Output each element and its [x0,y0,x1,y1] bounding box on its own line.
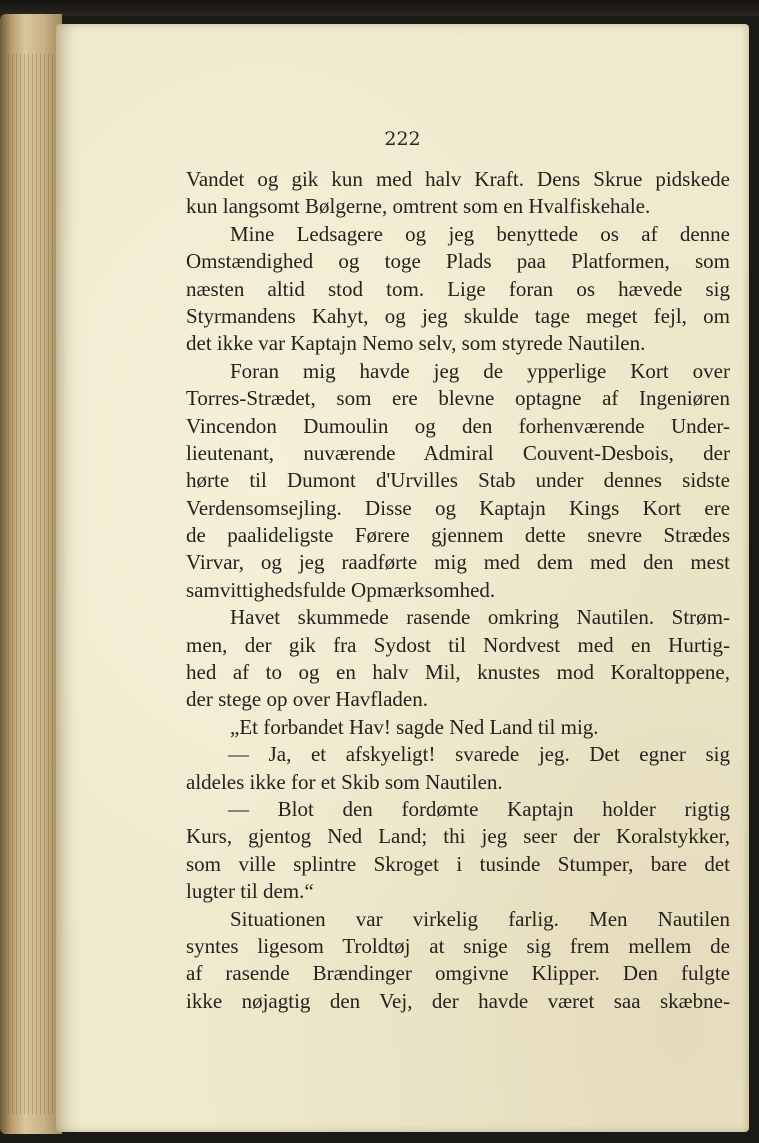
text-line: som ville splintre Skroget i tusinde Stumper, bare det [186,851,730,876]
text-line: lugter til dem.“ [186,879,314,904]
book-page [56,24,749,1132]
text-line: Torres-Strædet, som ere blevne optagne af Ingeniøren [186,386,730,411]
text-line: de paalideligste Førere gjennem dette snevre Strædes [186,523,730,548]
text-line: Omstændighed og toge Plads paa Platformen, som [186,249,730,274]
body-text [186,166,730,1015]
text-line: Vandet og gik kun med halv Kraft. Dens Skrue pidskede [186,167,730,191]
text-line: — Blot den fordømte Kaptajn holder rigtig [228,796,730,821]
text-line: hed af to og en halv Mil, knustes mod Koraltoppene, [186,660,730,685]
text-line: Situationen var virkelig farlig. Men Nautilen [230,906,730,931]
page-edge-lines [8,54,54,1114]
text-line: lieutenant, nuværende Admiral Couvent-Desbois, der [186,440,730,465]
text-line: „Et forbandet Hav! sagde Ned Land til mig. [230,714,599,739]
text-line: Mine Ledsagere og jeg benyttede os af denne [230,221,730,246]
text-line: der stege op over Havfladen. [186,687,428,712]
text-line: Havet skummede rasende omkring Nautilen. Strøm- [230,605,730,630]
text-line: — Ja, et afskyeligt! svarede jeg. Det egner sig [228,742,730,767]
text-line: men, der gik fra Sydost til Nordvest med en Hurtig- [186,632,730,657]
text-line: ikke nøjagtig den Vej, der havde været saa skæbne- [186,988,730,1013]
text-line: samvittighedsfulde Opmærksomhed. [186,577,496,602]
text-line: Vincendon Dumoulin og den forhenværende Under- [186,413,730,438]
text-line: Virvar, og jeg raadførte mig med dem med den mest [186,550,730,575]
text-line: Kurs, gjentog Ned Land; thi jeg seer der Koralstykker, [186,824,730,849]
book-page-edges [0,14,62,1134]
page-number: 222 [384,128,421,150]
text-line: aldeles ikke for et Skib som Nautilen. [186,769,503,794]
text-line: Styrmandens Kahyt, og jeg skulde tage meget fejl, om [186,303,730,328]
text-line: næsten altid stod tom. Lige foran os hævede sig [186,276,730,301]
text-line: Foran mig havde jeg de ypperlige Kort over [230,358,730,383]
text-line: hørte til Dumont d'Urvilles Stab under dennes sidste [186,468,730,493]
scanner-top-shadow [0,0,759,16]
text-line: kun langsomt Bølgerne, omtrent som en Hvalfiskehale. [186,194,651,219]
text-line: af rasende Brændinger omgivne Klipper. Den fulgte [186,961,730,986]
text-line: Verdensomsejling. Disse og Kaptajn Kings Kort ere [186,495,730,520]
text-line: det ikke var Kaptajn Nemo selv, som styrede Nautilen. [186,331,646,356]
text-line: syntes ligesom Troldtøj at snige sig frem mellem de [186,933,730,958]
